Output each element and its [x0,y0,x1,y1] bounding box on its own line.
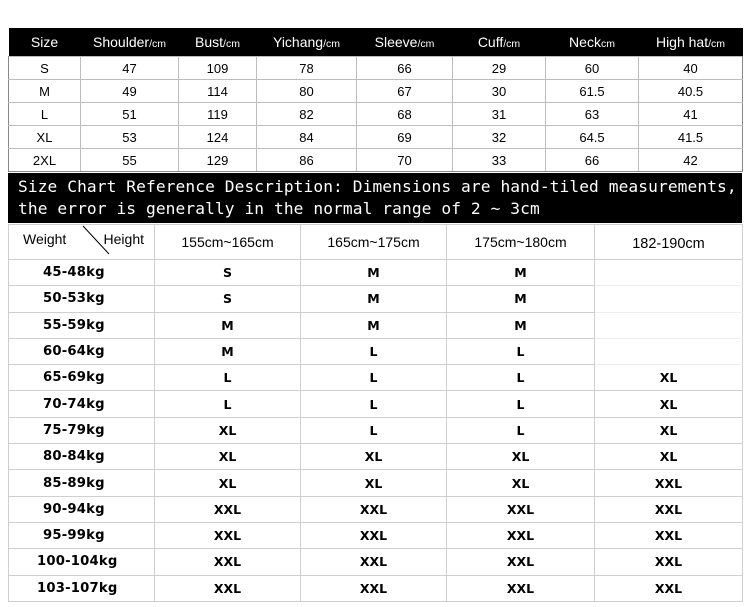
recommended-size-cell [595,260,743,286]
table-row [9,149,743,172]
table-row [9,80,743,103]
table-row [9,338,743,364]
weight-range-cell: 85-89kg [9,470,155,496]
banner-line-1: Size Chart Reference Description: Dimensions are hand-tiled measurements, [18,177,737,196]
table-row [9,286,743,312]
measurement-cell: 69 [357,126,453,149]
weight-range-cell: 55-59kg [9,312,155,338]
column-label: Bust [195,34,224,50]
height-row-label: Height [103,231,144,247]
column-unit: /cm [323,38,340,50]
column-unit: /cm [417,38,435,50]
measurement-cell: 29 [453,57,546,80]
measurement-cell: 78 [257,57,357,80]
recommended-size-cell: M [301,286,447,312]
recommended-size-cell: XXL [595,549,743,575]
recommended-size-cell: XXL [447,522,595,548]
size-chart-body [9,260,743,602]
measurement-cell: 47 [81,57,179,80]
recommended-size-cell: XL [155,417,301,443]
recommended-size-cell: L [447,391,595,417]
table-row [9,417,743,443]
recommended-size-cell: XXL [595,575,743,601]
recommended-size-cell: XL [155,470,301,496]
column-label: Size [30,34,59,50]
recommended-size-cell: XXL [301,575,447,601]
table-row [9,444,743,470]
table-row [9,549,743,575]
measurement-cell: 114 [179,80,257,103]
height-range-header: 165cm~175cm [301,225,447,260]
measurement-column-header [453,28,546,57]
recommended-size-cell: M [155,312,301,338]
table-row [9,365,743,391]
measurement-cell: 41 [639,103,743,126]
recommended-size-cell: XXL [155,575,301,601]
size-label-cell: M [9,80,81,103]
recommended-size-cell: XL [595,391,743,417]
measurement-column-header [9,28,81,57]
measurement-cell: 68 [357,103,453,126]
measurement-cell: 33 [453,149,546,172]
column-unit: cm [600,38,615,50]
recommended-size-cell: XXL [447,549,595,575]
column-label: High hat [655,34,709,50]
recommended-size-cell: XL [155,444,301,470]
recommended-size-cell: XXL [447,496,595,522]
height-header-row [9,225,743,260]
recommended-size-cell: M [301,312,447,338]
measurement-cell: 51 [81,103,179,126]
banner-line-2: the error is generally in the normal range of 2 ~ 3cm [18,199,540,218]
column-label: Shoulder [93,34,150,50]
measurement-column-header [81,28,179,57]
recommended-size-cell: XXL [595,522,743,548]
weight-range-cell: 90-94kg [9,496,155,522]
measurement-cell: 32 [453,126,546,149]
recommended-size-cell: M [301,260,447,286]
recommended-size-cell: M [155,338,301,364]
size-label-cell: XL [9,126,81,149]
measurement-cell: 119 [179,103,257,126]
recommended-size-cell: L [447,365,595,391]
recommended-size-cell: M [447,312,595,338]
measurement-cell: 82 [257,103,357,126]
recommended-size-cell: L [301,365,447,391]
measurement-cell: 49 [81,80,179,103]
recommended-size-cell: L [301,417,447,443]
table-row [9,103,743,126]
table-row [9,522,743,548]
size-chart-description-banner [8,173,742,223]
measurement-cell: 80 [257,80,357,103]
measurement-cell: 66 [357,57,453,80]
measurement-cell: 41.5 [639,126,743,149]
recommended-size-cell: XL [595,444,743,470]
recommended-size-cell: XXL [301,549,447,575]
measurement-column-header [357,28,453,57]
recommended-size-cell: XXL [447,575,595,601]
height-range-header: 155cm~165cm [155,225,301,260]
measurement-cell: 31 [453,103,546,126]
table-row [9,496,743,522]
weight-height-size-table [8,224,743,602]
recommended-size-cell: XL [447,444,595,470]
recommended-size-cell: XXL [301,522,447,548]
weight-range-cell: 100-104kg [9,549,155,575]
table-row [9,391,743,417]
recommended-size-cell: XL [595,417,743,443]
recommended-size-cell: XL [595,365,743,391]
recommended-size-cell: XL [447,470,595,496]
recommended-size-cell [595,286,743,312]
measurement-cell: 124 [179,126,257,149]
measurement-cell: 67 [357,80,453,103]
measurement-body [9,57,743,172]
table-row [9,260,743,286]
measurement-cell: 63 [546,103,639,126]
table-row [9,575,743,601]
recommended-size-cell [595,338,743,364]
size-label-cell: L [9,103,81,126]
measurement-cell: 109 [179,57,257,80]
measurement-cell: 30 [453,80,546,103]
weight-range-cell: 75-79kg [9,417,155,443]
recommended-size-cell: XL [301,444,447,470]
measurement-header-row [9,28,743,57]
recommended-size-cell: L [447,417,595,443]
measurement-cell: 84 [257,126,357,149]
column-unit: /cm [149,38,166,50]
column-label: Sleeve [374,34,418,50]
measurement-cell: 40.5 [639,80,743,103]
column-label: Yichang [273,34,324,50]
weight-height-corner-cell [9,225,155,260]
weight-range-cell: 70-74kg [9,391,155,417]
recommended-size-cell: XXL [301,496,447,522]
column-unit: /cm [503,38,521,50]
weight-range-cell: 45-48kg [9,260,155,286]
table-row [9,57,743,80]
recommended-size-cell: M [447,260,595,286]
column-label: Neck [569,34,601,50]
measurement-cell: 86 [257,149,357,172]
recommended-size-cell: XXL [595,496,743,522]
weight-range-cell: 60-64kg [9,338,155,364]
recommended-size-cell: L [301,391,447,417]
measurement-cell: 60 [546,57,639,80]
weight-range-cell: 103-107kg [9,575,155,601]
recommended-size-cell: L [155,391,301,417]
column-unit: /cm [708,38,726,50]
weight-range-cell: 65-69kg [9,365,155,391]
measurement-cell: 53 [81,126,179,149]
recommended-size-cell: L [155,365,301,391]
measurement-cell: 55 [81,149,179,172]
recommended-size-cell: S [155,286,301,312]
measurement-column-header [546,28,639,57]
recommended-size-cell: XXL [155,496,301,522]
weight-range-cell: 95-99kg [9,522,155,548]
column-unit: /cm [223,38,240,50]
size-label-cell: 2XL [9,149,81,172]
table-row [9,312,743,338]
measurement-cell: 70 [357,149,453,172]
measurement-table [8,28,743,172]
measurement-cell: 61.5 [546,80,639,103]
measurement-column-header [257,28,357,57]
recommended-size-cell: M [447,286,595,312]
size-label-cell: S [9,57,81,80]
recommended-size-cell: XXL [155,549,301,575]
weight-range-cell: 80-84kg [9,444,155,470]
measurement-column-header [639,28,743,57]
recommended-size-cell: S [155,260,301,286]
weight-column-label: Weight [23,231,67,247]
measurement-cell: 40 [639,57,743,80]
column-label: Cuff [477,34,504,50]
weight-range-cell: 50-53kg [9,286,155,312]
height-range-header: 175cm~180cm [447,225,595,260]
recommended-size-cell: XXL [155,522,301,548]
measurement-cell: 42 [639,149,743,172]
recommended-size-cell [595,312,743,338]
table-row [9,470,743,496]
height-range-header: 182-190cm [595,225,743,260]
table-row [9,126,743,149]
measurement-cell: 66 [546,149,639,172]
recommended-size-cell: XL [301,470,447,496]
measurement-column-header [179,28,257,57]
recommended-size-cell: XXL [595,470,743,496]
recommended-size-cell: L [447,338,595,364]
measurement-cell: 129 [179,149,257,172]
measurement-cell: 64.5 [546,126,639,149]
recommended-size-cell: L [301,338,447,364]
